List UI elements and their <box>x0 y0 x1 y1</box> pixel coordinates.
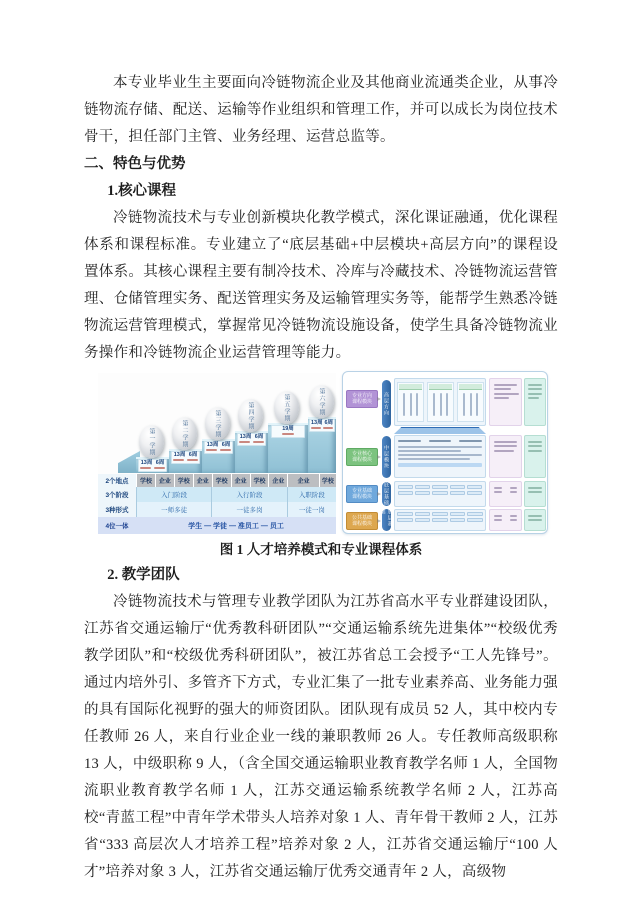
semester-6-label: 第六学期 <box>318 387 324 416</box>
training-model-table <box>98 474 336 534</box>
weeks-step-6: 13周 6周 <box>309 419 335 432</box>
module-label-core: 专业核心 课程模块 <box>346 448 378 466</box>
semester-2-egg <box>172 417 197 450</box>
weeks-step-5: 19周 <box>271 425 305 438</box>
direction-modules-box <box>394 378 486 426</box>
quality-box-3 <box>524 481 546 507</box>
figure-talent-model <box>98 371 550 536</box>
row-stages: 3个阶段 入门阶段 入行阶段 入职阶段 <box>98 487 336 502</box>
core-courses-box <box>394 435 486 478</box>
section-heading-features: 二、特色与优势 <box>84 156 186 172</box>
semester-5-label: 第五学期 <box>283 393 289 422</box>
paragraph-graduate-orientation: 本专业毕业生主要面向冷链物流企业及其他商业流通类企业，从事冷链物流存储、配送、运输等作业组织和管理工作，并可以成长为岗位技术骨干，担任部门主管、业务经理、运营总监等。 <box>84 75 558 145</box>
figure-caption: 图 1 人才培养模式和专业课程体系 <box>219 542 423 557</box>
semester-1-egg <box>139 425 164 458</box>
semester-3-label: 第三学期 <box>214 409 220 438</box>
semester-3-egg <box>205 407 230 440</box>
professional-basic-box <box>394 481 486 507</box>
four-in-one-value: 学生 — 学徒 — 准员工 — 员工 <box>188 522 284 530</box>
paragraph-teaching-team: 冷链物流技术与管理专业教学团队为江苏省高水平专业群建设团队，江苏省交通运输厅“优秀教科研团队”“交通运输系统先进集体”“校级优秀教学团队”和“校级优秀科研团队”，被江苏省总工会授予“工人先锋号”。通过内培外引、多管齐下方式，专业汇集了一批专业素养高、业务能力强的具有国际化视野的强大的师资团队。团队现有成员 52 人，其中校内专任教师 26 人，来自行业企业一线的兼职教师 26 人。专任教师高级职称 13 人，中级职称 9 人，（含全国交通运输职业教育教学名师 1 人，全国物流职业教育教学名师 1 人，江苏交通运输系统教学名师 2 人，江苏高校“青蓝工程”中青年学术带头人培养对象 1 人、青年骨干教师 2 人，江苏省“333 高层次人才培养工程”培养对象 2 人，江苏省交通运输厅“100 人才”培养对象 3 人，江苏省交通运输厅优秀交通青年 2 人，高级物 <box>84 594 558 880</box>
ability-box-4 <box>489 509 522 531</box>
row-label-four: 4位一体 <box>98 517 136 534</box>
semester-1-label: 第一学期 <box>148 427 154 456</box>
weeks-step-3: 13周 6周 <box>204 441 233 454</box>
row-label-stages: 3个阶段 <box>98 487 136 502</box>
curriculum-flowchart-image <box>342 371 548 534</box>
subheading-teaching-team: 2. 教学团队 <box>107 567 180 583</box>
row-label-forms: 3种形式 <box>98 502 136 517</box>
weeks-step-1: 13周 6周 <box>138 459 167 472</box>
subheading-core-courses: 1.核心课程 <box>107 183 177 199</box>
pill-high-level: 高层方向 <box>382 380 391 428</box>
semester-5-egg <box>274 391 299 424</box>
semester-4-label: 第四学期 <box>247 401 253 430</box>
semester-2-label: 第二学期 <box>181 419 187 448</box>
weeks-step-2: 13周 6周 <box>171 451 200 464</box>
text-column <box>84 70 558 886</box>
ability-box-2 <box>489 435 522 478</box>
weeks-step-4: 13周 6周 <box>237 433 266 446</box>
semester-4-egg <box>238 399 263 432</box>
ability-box-3 <box>489 481 522 507</box>
module-label-public-basic: 公共基础 课程模块 <box>346 512 378 530</box>
pill-mid-level: 中层模块 <box>382 436 391 478</box>
module-label-direction: 专业方向 课程模块 <box>346 390 378 408</box>
row-locations: 2个地点 学校 企业 学校 企业 学校 企业 学校 企业 企业 学校 <box>98 474 336 487</box>
staircase-training-model-image <box>98 373 336 534</box>
pill-base-level-1: 底层基础 <box>383 482 389 506</box>
public-basic-box <box>394 509 486 531</box>
pill-base-level-2: 底层基础 <box>382 509 391 531</box>
paragraph-core-courses: 冷链物流技术与专业创新模块化教学模式，深化课证融通，优化课程体系和课程标准。专业建立了“底层基础+中层模块+高层方向”的课程设置体系。其核心课程主要有制冷技术、冷库与冷藏技术、冷链物流运营管理、仓储管理实务、配送管理实务及运输管理实务等，能帮学生熟悉冷链物流运营管理模式，掌握常见冷链物流设施设备，使学生具备冷链物流业务操作和冷链物流企业运营管理等能力。 <box>84 210 558 361</box>
quality-box-4 <box>524 509 546 531</box>
quality-box-2 <box>524 435 546 478</box>
semester-6-egg <box>309 385 334 418</box>
module-label-professional-basic: 专业基础 课程模块 <box>346 485 378 503</box>
ability-box-1 <box>489 378 522 426</box>
row-label-locations: 2个地点 <box>98 474 136 487</box>
row-forms: 3种形式 一师多徒 一徒多岗 一徒一岗 <box>98 502 336 517</box>
quality-box-1 <box>524 378 546 426</box>
row-four-in-one <box>98 517 336 534</box>
funnel-connector <box>394 427 486 434</box>
